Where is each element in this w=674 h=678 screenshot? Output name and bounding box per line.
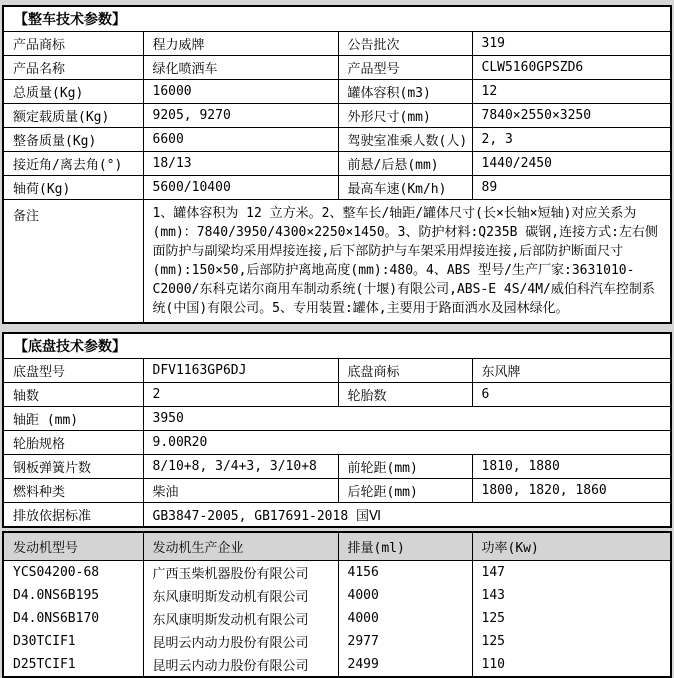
- spec-value: 2, 3: [472, 128, 671, 152]
- table-row: [3, 503, 671, 528]
- table-row: [3, 80, 671, 104]
- engine-displacement: 4156: [338, 561, 472, 585]
- spec-label: 外形尺寸(mm): [338, 104, 472, 128]
- remark-label: 备注: [3, 200, 143, 324]
- spec-label: 钢板弹簧片数: [3, 455, 143, 479]
- spec-value: GB3847-2005, GB17691-2018 国Ⅵ: [143, 503, 671, 528]
- table-row: [3, 6, 671, 32]
- engine-power: 110: [472, 653, 671, 677]
- spec-label: 轴距 (mm): [3, 407, 143, 431]
- spec-value: 程力威牌: [143, 32, 338, 56]
- spec-label: 最高车速(Km/h): [338, 176, 472, 200]
- table-row: [3, 479, 671, 503]
- spec-value: 2: [143, 383, 338, 407]
- spec-value: 9205, 9270: [143, 104, 338, 128]
- spec-value: 1800, 1820, 1860: [472, 479, 671, 503]
- spec-label: 后轮距(mm): [338, 479, 472, 503]
- engine-table: [2, 531, 672, 678]
- table-row: [3, 359, 671, 383]
- engine-power: 125: [472, 630, 671, 653]
- table-row: [3, 431, 671, 455]
- spec-label: 前悬/后悬(mm): [338, 152, 472, 176]
- spec-value: CLW5160GPSZD6: [472, 56, 671, 80]
- spec-label: 产品型号: [338, 56, 472, 80]
- spec-value: 12: [472, 80, 671, 104]
- spec-label: 罐体容积(m3): [338, 80, 472, 104]
- engine-row: [3, 653, 671, 677]
- table-row: [3, 455, 671, 479]
- spec-label: 公告批次: [338, 32, 472, 56]
- chassis-section-title: 【底盘技术参数】: [3, 333, 671, 359]
- engine-displacement: 2499: [338, 653, 472, 677]
- engine-model: YCS04200-68: [3, 561, 143, 585]
- engine-row: [3, 607, 671, 630]
- table-row: [3, 104, 671, 128]
- engine-power: 125: [472, 607, 671, 630]
- spec-label: 轮胎数: [338, 383, 472, 407]
- spec-value: 1810, 1880: [472, 455, 671, 479]
- spec-value: 东风牌: [472, 359, 671, 383]
- engine-manufacturer: 昆明云内动力股份有限公司: [143, 653, 338, 677]
- spec-label: 总质量(Kg): [3, 80, 143, 104]
- spec-value: 8/10+8, 3/4+3, 3/10+8: [143, 455, 338, 479]
- spec-label: 整备质量(Kg): [3, 128, 143, 152]
- table-row: [3, 383, 671, 407]
- engine-col-header: 排量(ml): [338, 532, 472, 561]
- spec-label: 接近角/离去角(°): [3, 152, 143, 176]
- vehicle-section-title: 【整车技术参数】: [3, 6, 671, 32]
- engine-col-header: 发动机生产企业: [143, 532, 338, 561]
- engine-displacement: 4000: [338, 607, 472, 630]
- table-row: [3, 333, 671, 359]
- engine-manufacturer: 昆明云内动力股份有限公司: [143, 630, 338, 653]
- engine-displacement: 2977: [338, 630, 472, 653]
- spec-label: 轴荷(Kg): [3, 176, 143, 200]
- spec-label: 燃料种类: [3, 479, 143, 503]
- spec-label: 底盘型号: [3, 359, 143, 383]
- engine-model: D25TCIF1: [3, 653, 143, 677]
- engine-power: 143: [472, 584, 671, 607]
- chassis-spec-table: [2, 332, 672, 528]
- spec-value: 7840×2550×3250: [472, 104, 671, 128]
- spec-label: 额定载质量(Kg): [3, 104, 143, 128]
- spec-label: 驾驶室准乘人数(人): [338, 128, 472, 152]
- spec-value: 6: [472, 383, 671, 407]
- spec-value: DFV1163GP6DJ: [143, 359, 338, 383]
- spec-value: 89: [472, 176, 671, 200]
- spec-value: 9.00R20: [143, 431, 671, 455]
- remark-row: [3, 200, 671, 324]
- engine-row: [3, 584, 671, 607]
- spec-value: 6600: [143, 128, 338, 152]
- spec-label: 产品商标: [3, 32, 143, 56]
- engine-row: [3, 630, 671, 653]
- table-row: [3, 176, 671, 200]
- spec-label: 轮胎规格: [3, 431, 143, 455]
- table-row: [3, 152, 671, 176]
- spec-value: 5600/10400: [143, 176, 338, 200]
- engine-manufacturer: 东风康明斯发动机有限公司: [143, 607, 338, 630]
- spec-value: 绿化喷洒车: [143, 56, 338, 80]
- spec-value: 3950: [143, 407, 671, 431]
- spec-value: 柴油: [143, 479, 338, 503]
- spec-value: 16000: [143, 80, 338, 104]
- engine-model: D4.0NS6B195: [3, 584, 143, 607]
- table-row: [3, 128, 671, 152]
- engine-manufacturer: 广西玉柴机器股份有限公司: [143, 561, 338, 585]
- engine-row: [3, 561, 671, 585]
- spec-value: 319: [472, 32, 671, 56]
- engine-header-row: [3, 532, 671, 561]
- spec-value: 1440/2450: [472, 152, 671, 176]
- spec-label: 前轮距(mm): [338, 455, 472, 479]
- spec-value: 18/13: [143, 152, 338, 176]
- vehicle-spec-table: [2, 5, 672, 324]
- spec-label: 底盘商标: [338, 359, 472, 383]
- engine-col-header: 功率(Kw): [472, 532, 671, 561]
- spec-label: 排放依据标准: [3, 503, 143, 528]
- remark-text: 1、罐体容积为 12 立方米。2、整车长/轴距/罐体尺寸(长×长轴×短轴)对应关系为(mm)：7840/3950/4300×2250×1450。3、防护材料:Q235B 碳钢,连接方式:左右侧面防护与副梁均采用焊接连接,后下部防护与车架采用焊接连接,后部防护断面尺寸(mm):150×50,后部防护离地高度(mm):480。4、ABS 型号/生产厂家:3631010-C2000/东科克诺尔商用车制动系统(十堰)有限公司,ABS-E 4S/4M/威伯科汽车控制系统(中国)有限公司。5、专用装置:罐体,主要用于路面洒水及园林绿化。: [143, 200, 671, 324]
- spec-label: 产品名称: [3, 56, 143, 80]
- engine-col-header: 发动机型号: [3, 532, 143, 561]
- engine-displacement: 4000: [338, 584, 472, 607]
- table-row: [3, 407, 671, 431]
- engine-model: D4.0NS6B170: [3, 607, 143, 630]
- table-row: [3, 32, 671, 56]
- spec-label: 轴数: [3, 383, 143, 407]
- engine-manufacturer: 东风康明斯发动机有限公司: [143, 584, 338, 607]
- engine-model: D30TCIF1: [3, 630, 143, 653]
- engine-power: 147: [472, 561, 671, 585]
- table-row: [3, 56, 671, 80]
